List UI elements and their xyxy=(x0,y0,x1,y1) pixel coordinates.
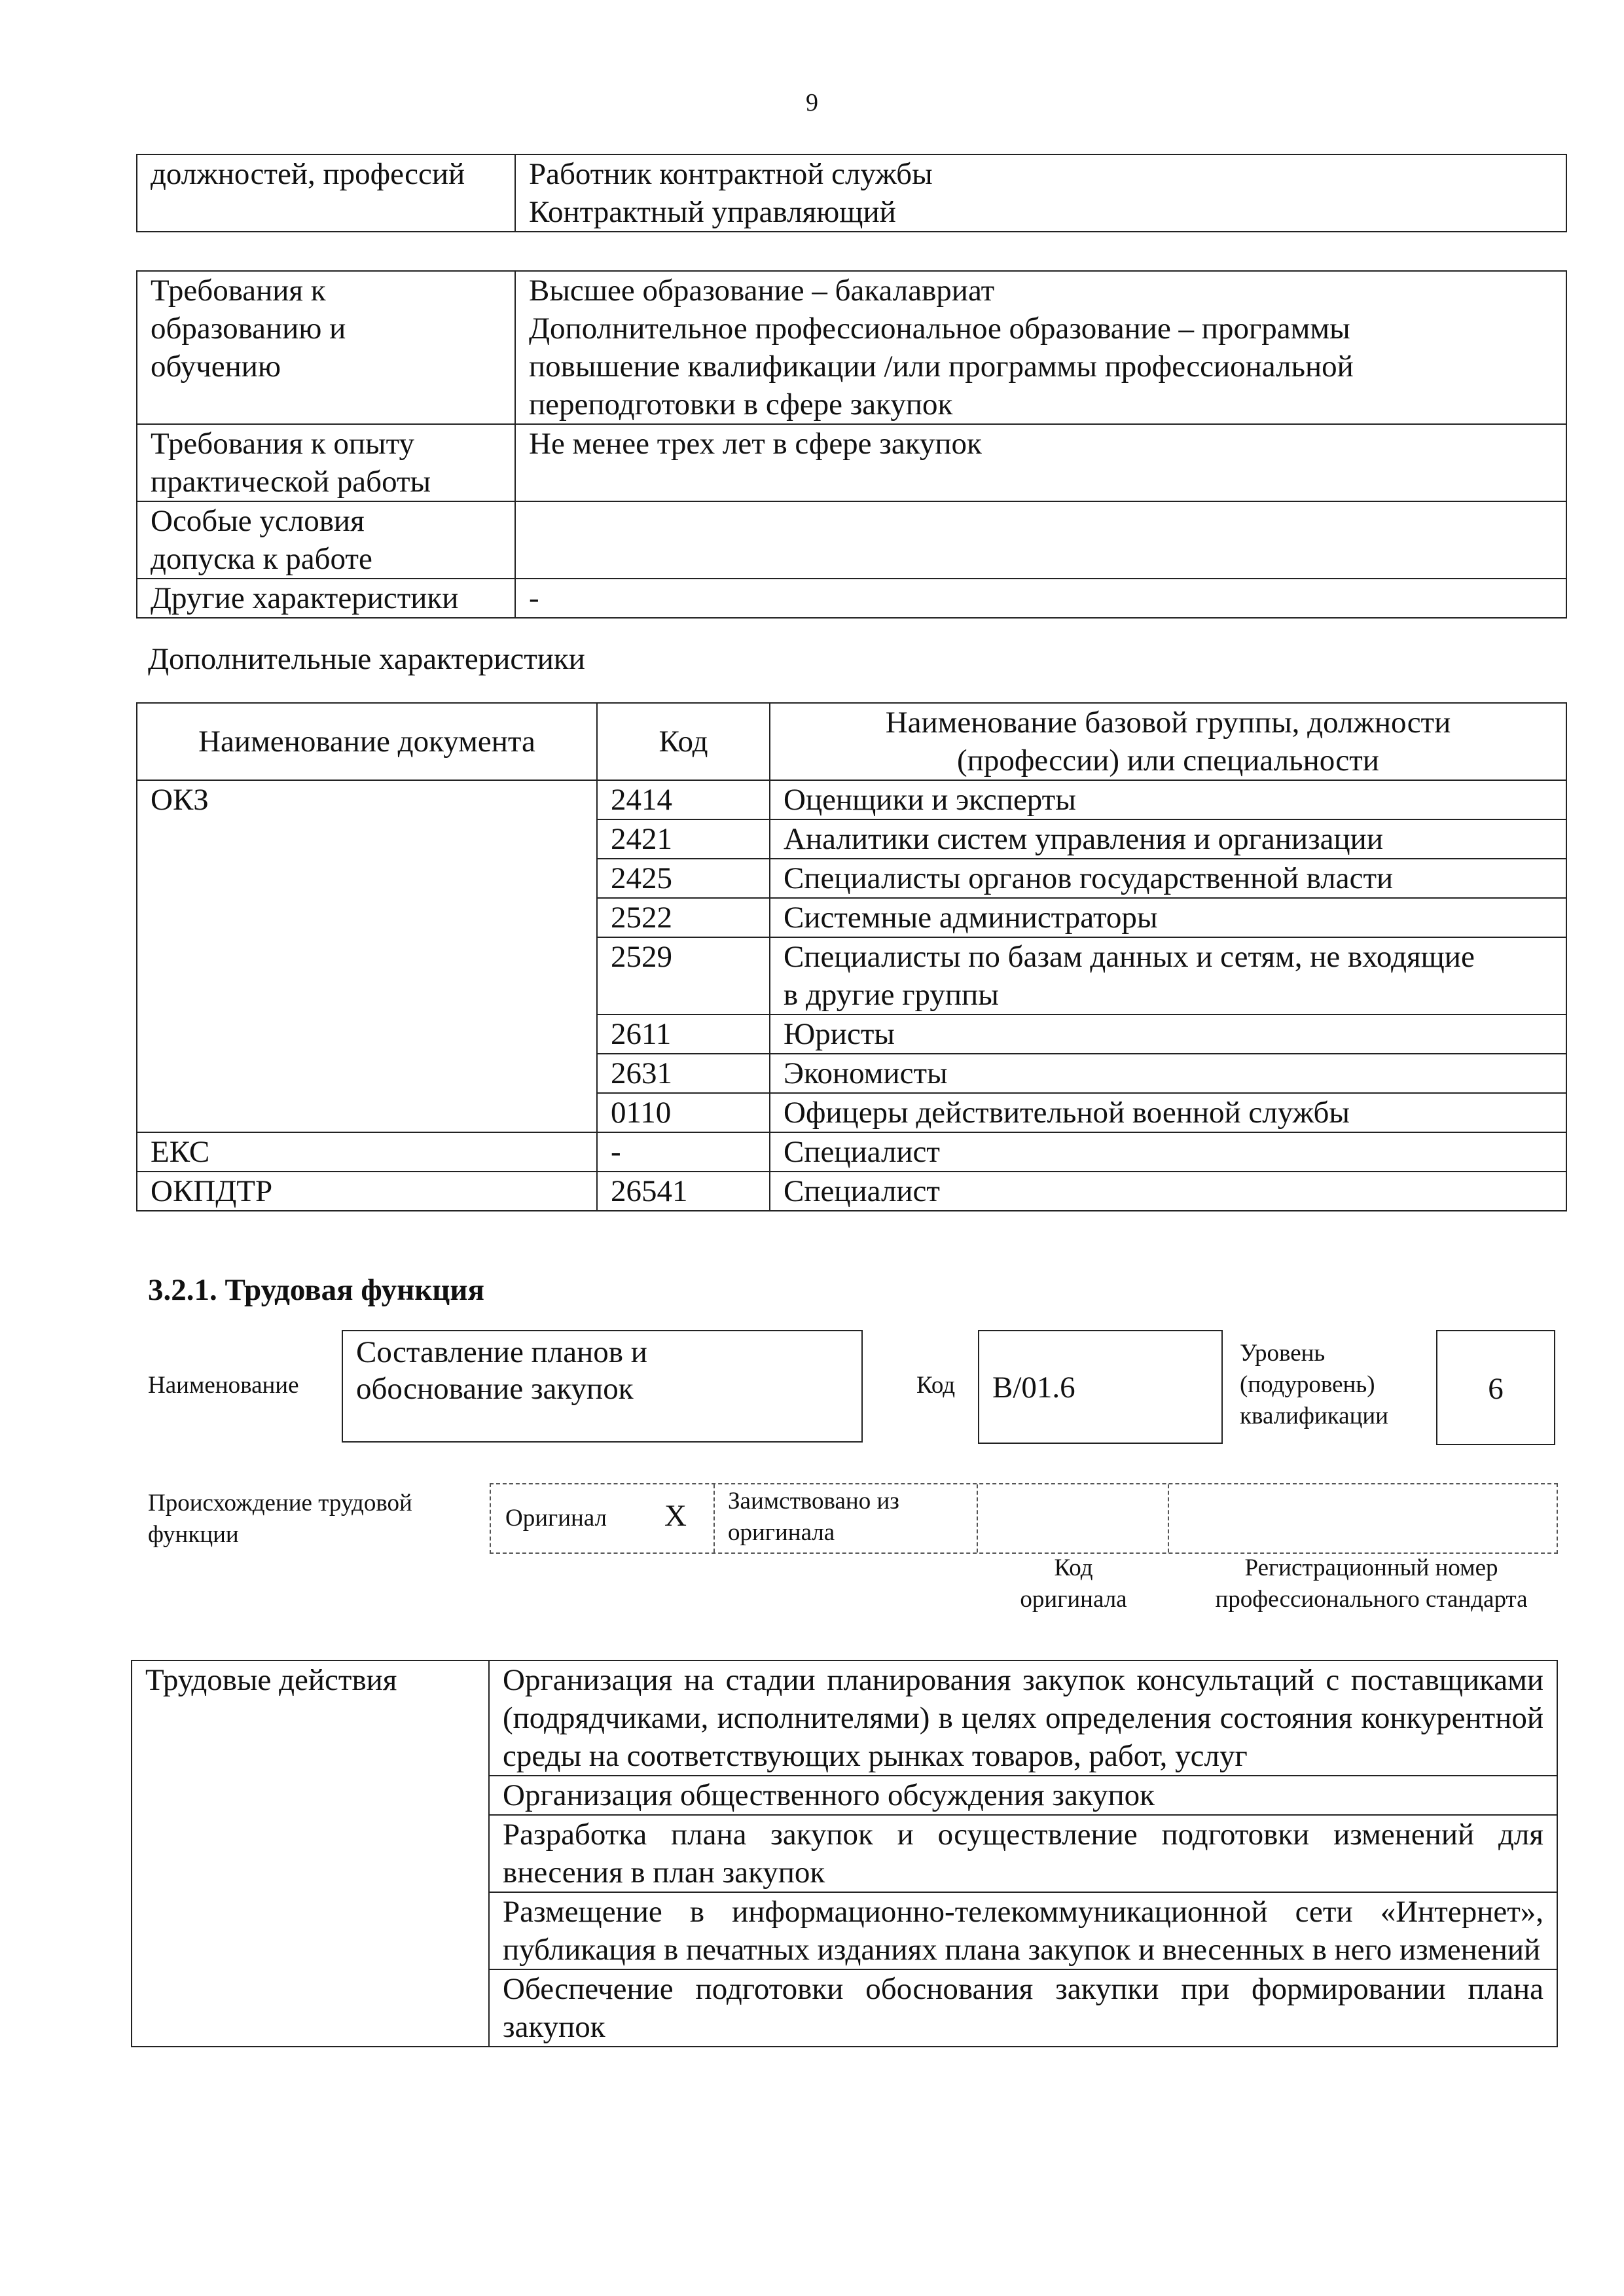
borrowed-line: оригинала xyxy=(728,1519,835,1546)
position-value-1: Работник контрактной службы xyxy=(529,157,933,191)
value-line: Высшее образование – бакалавриат xyxy=(529,274,995,308)
okpdtr-name: Специалист xyxy=(770,1172,1566,1211)
origin-code-caption xyxy=(975,1552,1172,1615)
origin-box xyxy=(490,1483,1558,1554)
value-line: Не менее трех лет в сфере закупок xyxy=(529,427,982,461)
okz-code: 2529 xyxy=(597,937,770,1014)
label-line: образованию и xyxy=(151,312,346,346)
requirement-label xyxy=(137,424,515,501)
label-line: практической работы xyxy=(151,465,431,499)
requirement-value xyxy=(515,579,1566,618)
requirement-value xyxy=(515,501,1566,579)
origin-label xyxy=(148,1488,412,1551)
okz-code: 2421 xyxy=(597,819,770,859)
function-level-value: 6 xyxy=(1488,1372,1504,1406)
requirement-value xyxy=(515,424,1566,501)
labor-action-row xyxy=(132,1660,1557,1776)
okz-name-line: Специалисты по базам данных и сетям, не входящие xyxy=(784,940,1475,974)
label-line: обучению xyxy=(151,350,281,384)
okpdtr-code: 26541 xyxy=(597,1172,770,1211)
okz-name-line: Офицеры действительной военной службы xyxy=(784,1096,1350,1130)
positions-label-text: должностей, профессий xyxy=(151,157,465,191)
code-caption-line: оригинала xyxy=(1020,1586,1127,1613)
okz-label-text: ОКЗ xyxy=(151,783,209,817)
okz-name xyxy=(770,819,1566,859)
eks-code: - xyxy=(597,1132,770,1172)
origin-divider-1 xyxy=(713,1484,715,1552)
requirement-row-education xyxy=(137,271,1566,424)
origin-label-line: Происхождение трудовой xyxy=(148,1490,412,1516)
requirement-label xyxy=(137,271,515,424)
header-code xyxy=(597,703,770,780)
reg-caption-line: Регистрационный номер xyxy=(1244,1554,1498,1581)
label-line: Требования к xyxy=(151,274,326,308)
requirement-label xyxy=(137,501,515,579)
header-code-text: Код xyxy=(659,725,708,759)
label-line: Особые условия xyxy=(151,504,365,538)
okz-name-line: Оценщики и эксперты xyxy=(784,783,1076,817)
level-label-line: Уровень xyxy=(1240,1340,1326,1367)
function-code-value: B/01.6 xyxy=(992,1371,1075,1405)
function-level-label xyxy=(1240,1338,1388,1432)
okz-code: 2425 xyxy=(597,859,770,898)
reg-caption-line: профессионального стандарта xyxy=(1215,1586,1528,1613)
okz-name xyxy=(770,1014,1566,1054)
requirement-row-experience xyxy=(137,424,1566,501)
origin-divider-2 xyxy=(977,1484,978,1552)
okz-name xyxy=(770,1054,1566,1093)
okz-name-line: в другие группы xyxy=(784,978,999,1012)
header-name xyxy=(770,703,1566,780)
additional-characteristics-table xyxy=(136,702,1567,1211)
requirement-row-other xyxy=(137,579,1566,618)
table-row-eks xyxy=(137,1132,1566,1172)
okpdtr-doc: ОКПДТР xyxy=(137,1172,597,1211)
positions-row xyxy=(137,154,1566,232)
table-row-okpdtr xyxy=(137,1172,1566,1211)
origin-divider-3 xyxy=(1168,1484,1169,1552)
value-line: повышение квалификации /или программы профессиональной xyxy=(529,350,1354,384)
value-line: Дополнительное профессиональное образование – программы xyxy=(529,312,1350,346)
okz-name-line: Системные администраторы xyxy=(784,901,1158,935)
labor-action-item: Обеспечение подготовки обоснования закупки при формировании плана закупок xyxy=(489,1969,1557,2047)
level-label-line: квалификации xyxy=(1240,1403,1388,1429)
labor-action-item: Размещение в информационно-телекоммуникационной сети «Интернет», публикация в печатных изданиях плана закупок и внесенных в него изменений xyxy=(489,1892,1557,1969)
okz-name-line: Юристы xyxy=(784,1017,895,1051)
function-name-line: Составление планов и xyxy=(356,1335,647,1369)
labor-action-item: Организация на стадии планирования закупок консультаций с поставщиками (подрядчиками, исполнителями) в целях определения состояния конкурентной среды на соответствующих рынках товаров, работ, услуг xyxy=(489,1660,1557,1776)
origin-borrowed-label xyxy=(728,1486,899,1549)
borrowed-line: Заимствовано из xyxy=(728,1488,899,1515)
labor-action-item: Разработка плана закупок и осуществление подготовки изменений для внесения в план закупок xyxy=(489,1815,1557,1892)
code-caption-line: Код xyxy=(1054,1554,1093,1581)
okz-name-line: Экономисты xyxy=(784,1056,948,1090)
labor-function-heading: 3.2.1. Трудовая функция xyxy=(148,1273,484,1307)
requirement-value xyxy=(515,271,1566,424)
labor-action-item: Организация общественного обсуждения закупок xyxy=(489,1776,1557,1815)
okz-code: 2611 xyxy=(597,1014,770,1054)
okz-code: 2414 xyxy=(597,780,770,819)
labor-actions-label xyxy=(132,1660,489,2047)
origin-original-label: Оригинал xyxy=(505,1505,607,1532)
label-line: допуска к работе xyxy=(151,542,372,576)
okz-name xyxy=(770,859,1566,898)
page-number: 9 xyxy=(806,89,818,117)
origin-original-mark: X xyxy=(664,1499,687,1533)
okz-name xyxy=(770,1093,1566,1132)
requirements-table xyxy=(136,270,1567,619)
header-name-line: (профессии) или специальности xyxy=(957,744,1379,778)
okz-name xyxy=(770,780,1566,819)
function-name-box xyxy=(342,1330,863,1443)
header-document xyxy=(137,703,597,780)
label-line: Другие характеристики xyxy=(151,581,459,615)
function-level-box xyxy=(1436,1330,1555,1445)
position-value-2: Контрактный управляющий xyxy=(529,195,896,229)
okz-code: 0110 xyxy=(597,1093,770,1132)
header-row xyxy=(137,703,1566,780)
header-document-text: Наименование документа xyxy=(198,725,535,759)
okz-label xyxy=(137,780,597,1132)
okz-name-line: Специалисты органов государственной власти xyxy=(784,861,1394,895)
requirement-label xyxy=(137,579,515,618)
function-code-box xyxy=(978,1330,1223,1444)
positions-table xyxy=(136,154,1567,232)
function-code-label: Код xyxy=(916,1372,956,1399)
labor-actions-table xyxy=(131,1660,1558,2047)
origin-label-line: функции xyxy=(148,1521,239,1548)
header-name-line: Наименование базовой группы, должности xyxy=(885,706,1451,740)
level-label-line: (подуровень) xyxy=(1240,1371,1375,1398)
value-line: - xyxy=(529,581,539,615)
okz-name xyxy=(770,937,1566,1014)
requirement-row-special-conditions xyxy=(137,501,1566,579)
table-row xyxy=(137,780,1566,819)
okz-name xyxy=(770,898,1566,937)
positions-values xyxy=(515,154,1566,232)
positions-label xyxy=(137,154,515,232)
labor-actions-label-text: Трудовые действия xyxy=(145,1663,397,1697)
okz-code: 2631 xyxy=(597,1054,770,1093)
function-name-line: обоснование закупок xyxy=(356,1372,634,1406)
eks-name: Специалист xyxy=(770,1132,1566,1172)
okz-code: 2522 xyxy=(597,898,770,937)
function-name-label: Наименование xyxy=(148,1372,299,1399)
value-line: переподготовки в сфере закупок xyxy=(529,387,953,422)
okz-name-line: Аналитики систем управления и организации xyxy=(784,822,1383,856)
origin-reg-caption xyxy=(1178,1552,1564,1615)
eks-doc: ЕКС xyxy=(137,1132,597,1172)
label-line: Требования к опыту xyxy=(151,427,415,461)
additional-characteristics-title: Дополнительные характеристики xyxy=(148,642,585,676)
